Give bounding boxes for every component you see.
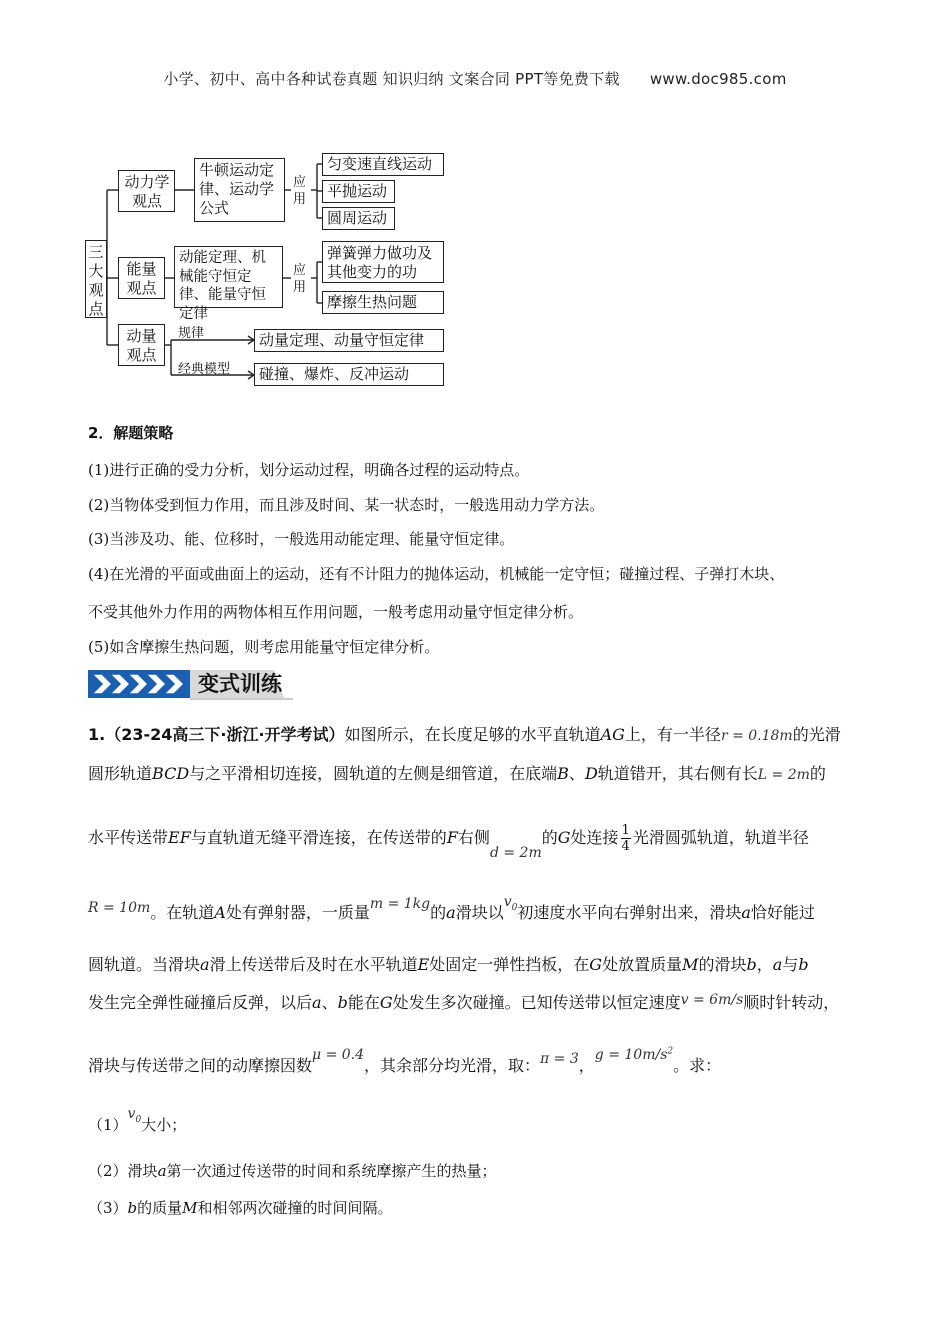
eq-g-superscript: 2 [667, 1046, 674, 1057]
energy-theorems-node [174, 246, 283, 322]
problem-text: 滑块以 [455, 903, 504, 922]
dynamics-node-text: 动力学观点 [124, 173, 170, 210]
var-AG: AG [600, 725, 625, 744]
eq-g [595, 1047, 673, 1063]
problem-text: 处固定一弹性挡板，在 [429, 955, 590, 974]
apply-label-1-text: 应用 [293, 175, 307, 207]
problem-text: 。在轨道 [150, 903, 215, 922]
problem-text: 与之平滑相切连接，圆轨道的左侧是细管道，在底端 [189, 764, 558, 783]
eq-g-text: g = 10m/s [594, 1047, 668, 1063]
var-b: b [798, 955, 809, 974]
problem-line-2 [88, 761, 826, 784]
header-site-link[interactable]: www.doc985.com [649, 70, 787, 88]
problem-text: 上，有一半径 [624, 725, 721, 744]
eq-v0 [503, 894, 518, 913]
strategy-item-3: (3)当涉及功、能、位移时，一般选用动能定理、能量守恒定律。 [88, 530, 515, 548]
question-text: 大小； [141, 1116, 187, 1134]
momentum-law-text: 动量定理、动量守恒定律 [259, 331, 425, 349]
question-number: （1） [88, 1116, 128, 1134]
var-a: a [446, 903, 456, 922]
eq-v0-symbol: v [503, 894, 512, 910]
var-F: F [446, 828, 458, 847]
problem-number: 1. [88, 725, 106, 744]
var-B: B [557, 764, 569, 783]
eq-v0 [127, 1106, 142, 1125]
problem-text: 的 [430, 903, 447, 922]
root-node-text: 三大观点 [88, 243, 104, 318]
dynamics-app-uniform [322, 153, 444, 176]
problem-line-7 [88, 1046, 722, 1076]
question-2 [88, 1160, 497, 1181]
eq-m: m = 1kg [369, 896, 431, 912]
eq-v0-symbol: v [127, 1106, 136, 1122]
problem-text: ，其余部分均光滑，取： [364, 1056, 541, 1075]
dynamics-app-circular [322, 207, 395, 230]
var-G: G [379, 993, 393, 1012]
momentum-node [118, 324, 165, 366]
problem-text: 的 [809, 764, 826, 783]
problem-line-3 [88, 823, 809, 861]
apply-label-2-text: 应用 [293, 263, 307, 295]
apply-label-2 [293, 262, 309, 296]
problem-text: 滑上传送带后及时在水平轨道 [209, 955, 418, 974]
strategy-item-4: (4)在光滑的平面或曲面上的运动，还有不计阻力的抛体运动，机械能一定守恒；碰撞过程、子弹打木块、 [88, 565, 785, 583]
var-a: a [200, 955, 210, 974]
eq-v0-subscript: 0 [135, 1114, 142, 1125]
problem-line-4 [88, 894, 815, 925]
problem-text: 初速度水平向右弹射出来，滑块 [517, 903, 742, 922]
problem-text: 与 [782, 955, 799, 974]
problem-text: 处发生多次碰撞。已知传送带以恒定速度 [392, 993, 681, 1012]
question-text: 第一次通过传送带的时间和系统摩擦产生的热量； [166, 1162, 497, 1180]
problem-text: 。求： [673, 1056, 722, 1075]
problem-text: ， [578, 1056, 595, 1075]
fraction-denominator: 4 [621, 839, 630, 854]
newton-node [194, 158, 285, 222]
problem-text: 、 [568, 764, 585, 783]
problem-line-1 [88, 722, 841, 745]
energy-node-text: 能量观点 [126, 260, 157, 297]
problem-text: 恰好能过 [750, 903, 815, 922]
question-text: 的质量 [137, 1199, 183, 1217]
strategy-item-6: (5)如含摩擦生热问题，则考虑用能量守恒定律分析。 [88, 638, 440, 656]
var-a: a [772, 955, 783, 974]
apply-label-1 [293, 174, 309, 208]
eq-r: r = 0.18m [720, 728, 793, 744]
dynamics-app-projectile-text: 平抛运动 [327, 182, 388, 200]
eq-v: v = 6m/s [680, 992, 744, 1008]
problem-text: 发生完全弹性碰撞后反弹，以后 [88, 993, 313, 1012]
newton-node-text: 牛顿运动定律、运动学公式 [199, 161, 275, 217]
var-G: G [557, 828, 571, 847]
problem-text: 轨道错开，其右侧有长 [597, 764, 758, 783]
problem-text: 处连接 [570, 828, 619, 847]
var-M: M [682, 955, 699, 974]
root-node [85, 240, 107, 318]
dynamics-node [118, 170, 175, 212]
problem-line-6 [88, 990, 839, 1013]
question-3 [88, 1197, 393, 1218]
fraction-quarter [621, 823, 631, 854]
problem-text: 顺时针转动， [743, 993, 840, 1012]
problem-text: ， [756, 955, 773, 974]
eq-d: d = 2m [489, 845, 542, 861]
problem-text: 圆形轨道 [88, 764, 153, 783]
energy-node [118, 257, 165, 299]
question-text: 和相邻两次碰撞的时间间隔。 [197, 1199, 393, 1217]
var-EF: EF [168, 828, 191, 847]
var-M: M [182, 1199, 198, 1217]
momentum-model-box [254, 363, 444, 386]
var-a: a [312, 993, 322, 1012]
problem-text: 、 [321, 993, 338, 1012]
problem-text: 与直轨道无缝平滑连接，在传送带的 [190, 828, 447, 847]
var-BCD: BCD [152, 764, 190, 783]
header-text: 小学、初中、高中各种试卷真题 知识归纳 文案合同 PPT等免费下载 [163, 70, 620, 88]
banner-title: 变式训练 [198, 672, 282, 696]
problem-text: 滑块与传送带之间的动摩擦因数 [88, 1056, 313, 1075]
problem-text: 处有弹射器，一质量 [225, 903, 370, 922]
problem-text: 光滑圆弧轨道，轨道半径 [632, 828, 809, 847]
problem-text: 能在 [347, 993, 380, 1012]
var-A: A [214, 903, 226, 922]
energy-app-friction [322, 291, 444, 314]
var-b: b [746, 955, 757, 974]
strategy-item-1: (1)进行正确的受力分析，划分运动过程，明确各过程的运动特点。 [88, 461, 530, 479]
problem-text: 的光滑 [792, 725, 841, 744]
var-b: b [337, 993, 348, 1012]
var-a: a [157, 1162, 167, 1180]
strategy-item-5: 不受其他外力作用的两物体相互作用问题，一般考虑用动量守恒定律分析。 [88, 603, 584, 621]
momentum-law-box [254, 329, 444, 352]
dynamics-app-projectile [322, 180, 395, 203]
question-text: 滑块 [127, 1162, 158, 1180]
energy-app-work-text: 弹簧弹力做功及其他变力的功 [327, 244, 433, 281]
problem-source: （23-24高三下·浙江·开学考试） [105, 725, 345, 744]
eq-pi: π = 3 [540, 1051, 579, 1067]
problem-text: 的滑块 [698, 955, 747, 974]
question-number: （3） [88, 1199, 128, 1217]
strategy-item-2: (2)当物体受到恒力作用，而且涉及时间、某一状态时，一般选用动力学方法。 [88, 496, 605, 514]
momentum-node-text: 动量观点 [126, 327, 157, 364]
var-E: E [417, 955, 430, 974]
eq-v0-subscript: 0 [511, 902, 518, 913]
var-D: D [584, 764, 598, 783]
fraction-numerator: 1 [621, 823, 630, 838]
problem-text: 右侧 [457, 828, 490, 847]
energy-app-friction-text: 摩擦生热问题 [327, 293, 418, 311]
problem-text: 水平传送带 [88, 828, 169, 847]
var-a: a [741, 903, 751, 922]
eq-R: R = 10m [88, 900, 151, 916]
dynamics-app-circular-text: 圆周运动 [327, 209, 388, 227]
question-number: （2） [88, 1162, 128, 1180]
var-G: G [589, 955, 603, 974]
energy-app-work [322, 241, 444, 283]
problem-line-5 [88, 952, 809, 975]
dynamics-app-uniform-text: 匀变速直线运动 [327, 155, 433, 173]
problem-text: 的 [541, 828, 558, 847]
var-b: b [127, 1199, 138, 1217]
model-label: 经典模型 [178, 362, 231, 377]
question-1 [88, 1106, 187, 1137]
eq-L: L = 2m [757, 767, 810, 783]
problem-text: 如图所示，在长度足够的水平直轨道 [344, 725, 601, 744]
strategy-title: 2．解题策略 [88, 424, 174, 442]
law-label: 规律 [178, 326, 205, 341]
energy-theorems-text: 动能定理、机械能守恒定律、能量守恒定律 [179, 250, 266, 322]
momentum-model-text: 碰撞、爆炸、反冲运动 [259, 365, 410, 383]
problem-text: 处放置质量 [602, 955, 683, 974]
eq-mu: μ = 0.4 [312, 1047, 365, 1063]
problem-text: 圆轨道。当滑块 [88, 955, 201, 974]
